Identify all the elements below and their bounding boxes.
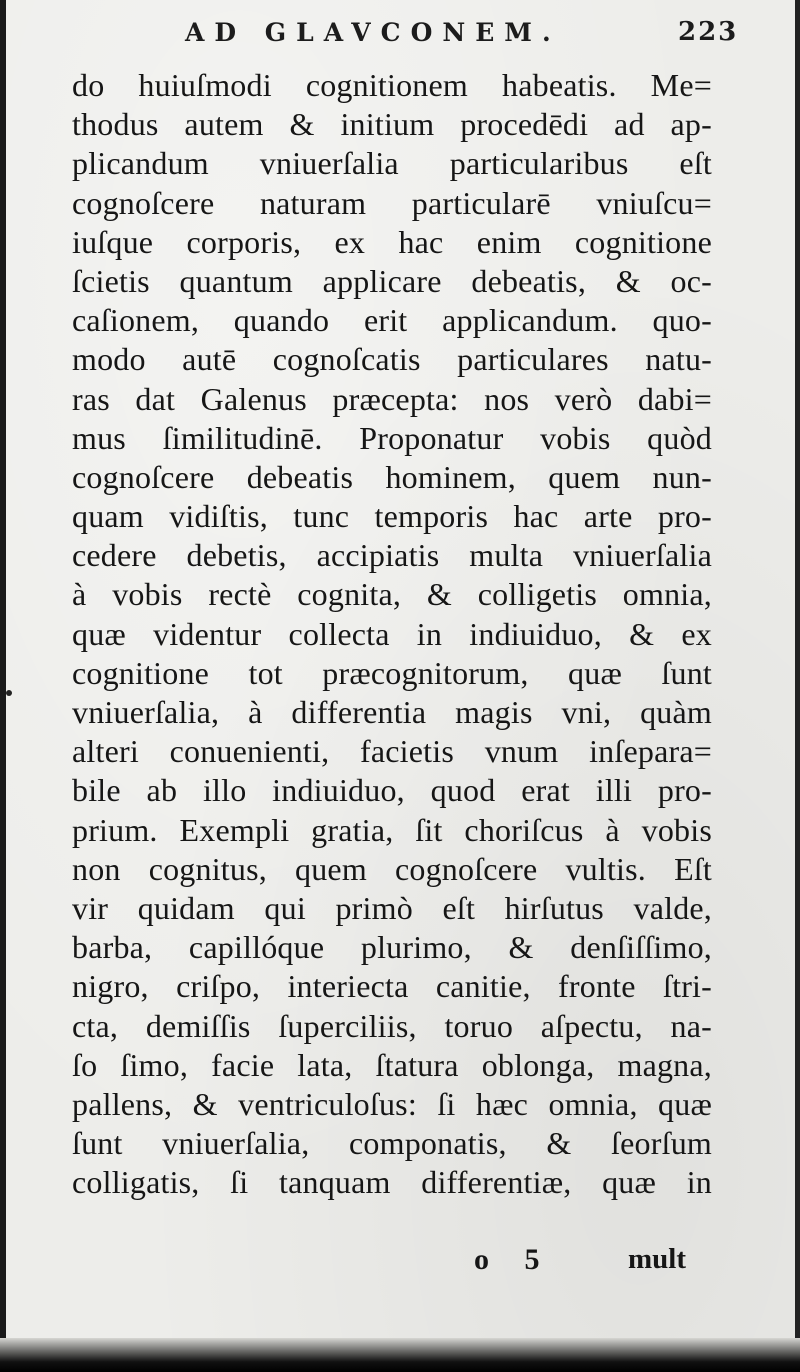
- text-line: alteri conuenienti, facietis vnum inſepara=: [72, 733, 712, 770]
- text-line: cedere debetis, accipiatis multa vniuerſalia: [72, 537, 712, 574]
- page-left-edge: [0, 0, 6, 1372]
- text-line: vir quidam qui primò eſt hirſutus valde,: [72, 889, 712, 926]
- text-line: prium. Exempli gratia, ſit choriſcus à vobis: [72, 811, 712, 848]
- text-line: plicandum vniuerſalia particularibus eſt: [72, 145, 712, 182]
- text-line: ſo ſimo, facie lata, ſtatura oblonga, magna,: [72, 1046, 712, 1083]
- text-line: quam vidiſtis, tunc temporis hac arte pro-: [72, 498, 712, 535]
- signature-mark: o 5: [474, 1243, 554, 1276]
- page-bottom-edge: [0, 1338, 800, 1372]
- text-line: ſcietis quantum applicare debeatis, & oc-: [72, 262, 712, 299]
- running-head: AD GLAVCONEM.: [185, 18, 561, 47]
- text-line: iuſque corporis, ex hac enim cognitione: [72, 223, 712, 260]
- text-line: quæ videntur collecta in indiuiduo, & ex: [72, 615, 712, 652]
- text-line: mus ſimilitudinē. Proponatur vobis quòd: [72, 419, 712, 456]
- text-line: à vobis rectè cognita, & colligetis omnia,: [72, 576, 712, 613]
- body-text: [72, 66, 712, 1202]
- text-line: cognitione tot præcognitorum, quæ ſunt: [72, 654, 712, 691]
- catchword: mult: [628, 1243, 686, 1275]
- text-line: barba, capillóque plurimo, & denſiſſimo,: [72, 929, 712, 966]
- text-line: non cognitus, quem cognoſcere vultis. Eſt: [72, 850, 712, 887]
- text-line: cognoſcere debeatis hominem, quem nun-: [72, 458, 712, 495]
- text-line: ras dat Galenus præcepta: nos verò dabi=: [72, 380, 712, 417]
- margin-mark: [6, 690, 12, 696]
- text-line: cta, demiſſis ſuperciliis, toruo aſpectu, na-: [72, 1007, 712, 1044]
- text-line: bile ab illo indiuiduo, quod erat illi pro-: [72, 772, 712, 809]
- page-right-edge: [795, 0, 800, 1372]
- text-line: vniuerſalia, à differentia magis vni, quàm: [72, 694, 712, 730]
- text-line: colligatis, ſi tanquam differentiæ, quæ in: [72, 1164, 712, 1201]
- text-line: ſunt vniuerſalia, componatis, & ſeorſum: [72, 1125, 712, 1162]
- text-line: caſionem, quando erit applicandum. quo-: [72, 302, 712, 339]
- page-number: 223: [678, 17, 739, 47]
- text-line: modo autē cognoſcatis particulares natu-: [72, 341, 712, 378]
- text-line: do huiuſmodi cognitionem habeatis. Me=: [72, 67, 712, 103]
- text-line: pallens, & ventriculoſus: ſi hæc omnia, quæ: [72, 1085, 712, 1122]
- text-line: cognoſcere naturam particularē vniuſcu=: [72, 184, 712, 221]
- text-line: nigro, criſpo, interiecta canitie, fronte ſtri-: [72, 968, 712, 1005]
- text-line: thodus autem & initium procedēdi ad ap-: [72, 106, 712, 143]
